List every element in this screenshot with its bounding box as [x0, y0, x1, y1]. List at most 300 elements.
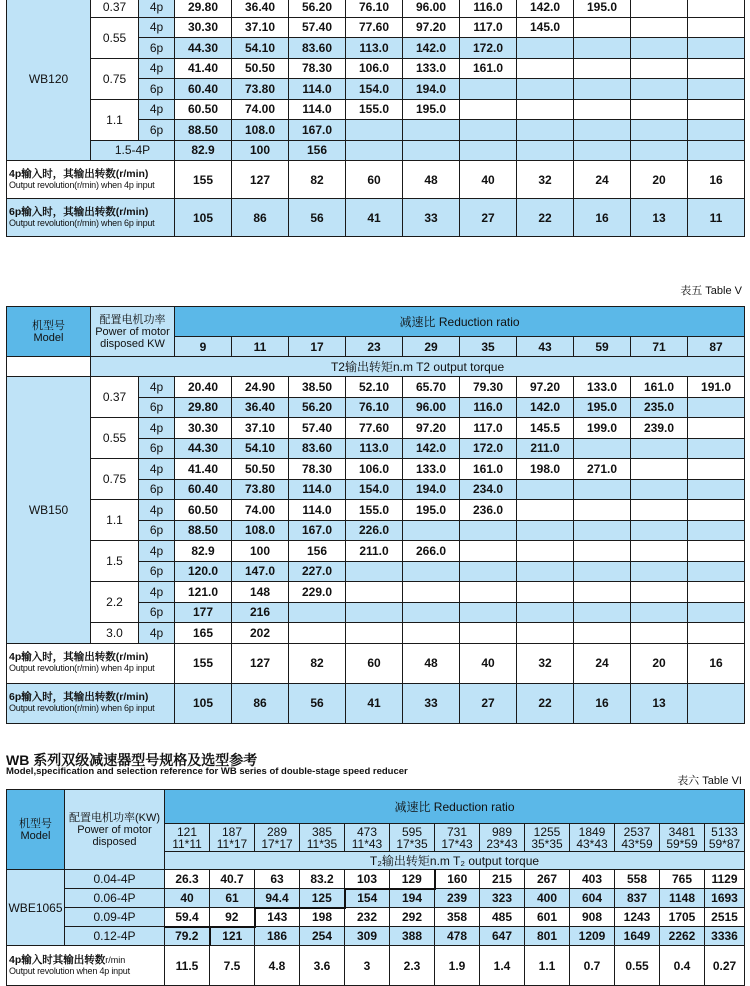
- power-cell: 0.37: [91, 377, 139, 418]
- ratio-cell: 71: [631, 337, 688, 357]
- torque-value: 601: [525, 908, 570, 927]
- torque-value: 37.10: [232, 17, 289, 38]
- power-cell: 3.0: [91, 623, 139, 644]
- output-value: 41: [346, 683, 403, 723]
- torque-value: 160: [435, 870, 480, 889]
- torque-value: 24.90: [232, 377, 289, 398]
- ratio-value: 187: [221, 824, 243, 839]
- torque-value: 801: [525, 927, 570, 946]
- output-value: 48: [403, 161, 460, 199]
- model-header: 机型号 Model: [7, 790, 65, 870]
- output-value: 48: [403, 643, 460, 683]
- torque-value: [574, 520, 631, 541]
- torque-value: 154.0: [346, 79, 403, 100]
- ratio-stages: 17*35: [396, 836, 428, 851]
- torque-header: T₂输出转矩n.m T₂ output torque: [165, 852, 745, 870]
- output-label: [7, 161, 175, 199]
- output-value: 13: [631, 199, 688, 237]
- pole-cell: 6p: [139, 120, 175, 141]
- torque-value: 78.30: [289, 459, 346, 480]
- torque-value: [403, 602, 460, 623]
- output-value: 60: [346, 161, 403, 199]
- torque-value: 73.80: [232, 479, 289, 500]
- ratio-stages: 11*11: [172, 836, 202, 851]
- table-row: [7, 623, 745, 644]
- power-cell: 1.1: [91, 500, 139, 541]
- torque-value: 77.60: [346, 17, 403, 38]
- output-value: 86: [232, 683, 289, 723]
- pole-cell: 6p: [139, 520, 175, 541]
- table-row: [7, 17, 745, 38]
- torque-value: [403, 140, 460, 161]
- output-label-cn-line: [9, 955, 164, 966]
- pole-cell: 4p: [139, 459, 175, 480]
- torque-value: 216: [232, 602, 289, 623]
- torque-value: [574, 541, 631, 562]
- torque-value: [517, 623, 574, 644]
- torque-value: [403, 623, 460, 644]
- torque-value: 403: [570, 870, 615, 889]
- torque-value: [517, 500, 574, 521]
- ratio-cell: [390, 824, 435, 852]
- pole-cell: 4p: [139, 500, 175, 521]
- torque-value: 83.2: [300, 870, 345, 889]
- ratio-cell: [525, 824, 570, 852]
- torque-value: [631, 140, 688, 161]
- table-row: [7, 459, 745, 480]
- ratio-stages: 11*43: [351, 836, 383, 851]
- torque-value: [346, 582, 403, 603]
- ratio-stages: 17*43: [441, 836, 473, 851]
- torque-value: 194.0: [403, 79, 460, 100]
- torque-value: 114.0: [289, 79, 346, 100]
- pole-cell: 4p: [139, 377, 175, 398]
- torque-value: [688, 17, 745, 38]
- output-value: 11.5: [165, 946, 210, 986]
- torque-value: 155.0: [346, 99, 403, 120]
- torque-value: [631, 479, 688, 500]
- output-value: 1.4: [480, 946, 525, 986]
- torque-value: 88.50: [175, 520, 232, 541]
- torque-value: [688, 561, 745, 582]
- torque-value: 254: [300, 927, 345, 946]
- torque-value: 234.0: [460, 479, 517, 500]
- torque-value: 96.00: [403, 0, 460, 17]
- torque-value: 26.3: [165, 870, 210, 889]
- pole-cell: 6p: [139, 561, 175, 582]
- torque-value: [574, 79, 631, 100]
- torque-value: 478: [435, 927, 480, 946]
- output-label-en: Output revolution(r/min) when 4p input: [9, 179, 155, 190]
- output-value: 16: [688, 161, 745, 199]
- torque-value: 267: [525, 870, 570, 889]
- ratio-stages: 11*35: [306, 836, 338, 851]
- torque-value: [517, 541, 574, 562]
- pole-cell: 6p: [139, 79, 175, 100]
- ratio-stages: 23*43: [486, 836, 518, 851]
- torque-value: 133.0: [403, 459, 460, 480]
- torque-value: 154: [345, 889, 390, 908]
- torque-value: 54.10: [232, 438, 289, 459]
- ratio-cell: [660, 824, 705, 852]
- pole-cell: 6p: [139, 602, 175, 623]
- torque-value: 94.4: [255, 889, 300, 908]
- torque-value: 1649: [615, 927, 660, 946]
- torque-value: [460, 140, 517, 161]
- torque-value: [460, 582, 517, 603]
- torque-value: 172.0: [460, 38, 517, 59]
- torque-value: 97.20: [517, 377, 574, 398]
- output-value: 33: [403, 199, 460, 237]
- output-label-cn: 4p输入时其输出转数: [9, 953, 106, 966]
- torque-value: 2262: [660, 927, 705, 946]
- torque-value: 83.60: [289, 38, 346, 59]
- torque-value: [574, 17, 631, 38]
- torque-value: [403, 582, 460, 603]
- output-label-en: Output revolution(r/min) when 6p input: [9, 703, 155, 713]
- torque-value: 40.7: [210, 870, 255, 889]
- output-value: 82: [289, 161, 346, 199]
- output-value: 155: [175, 643, 232, 683]
- ratio-cell: 11: [232, 337, 289, 357]
- output-value: 0.55: [615, 946, 660, 986]
- output-label-en: Output revolution when 4p input: [9, 965, 130, 976]
- torque-value: 106.0: [346, 459, 403, 480]
- torque-value: [460, 541, 517, 562]
- torque-value: 161.0: [460, 459, 517, 480]
- torque-value: 125: [300, 889, 345, 908]
- torque-header: T2输出转矩n.m T2 output torque: [91, 357, 745, 377]
- torque-value: [631, 17, 688, 38]
- power-cell: 0.55: [91, 418, 139, 459]
- table-row: [7, 418, 745, 439]
- torque-value: [574, 500, 631, 521]
- ratio-cell: [480, 824, 525, 852]
- torque-value: 194.0: [403, 479, 460, 500]
- torque-value: 558: [615, 870, 660, 889]
- pole-cell: 4p: [139, 623, 175, 644]
- torque-value: [631, 520, 688, 541]
- output-value: 105: [175, 199, 232, 237]
- torque-value: 76.10: [346, 0, 403, 17]
- table-row: [7, 908, 745, 927]
- torque-value: 1693: [705, 889, 745, 908]
- torque-value: 121.0: [175, 582, 232, 603]
- ratio-cell: 43: [517, 337, 574, 357]
- torque-value: [688, 479, 745, 500]
- torque-value: 41.40: [175, 58, 232, 79]
- ratio-value: 473: [356, 824, 378, 839]
- torque-value: 114.0: [289, 99, 346, 120]
- torque-value: 59.4: [165, 908, 210, 927]
- pole-cell: 4p: [139, 0, 175, 17]
- output-label: [7, 946, 165, 986]
- output-unit: r/min: [105, 954, 126, 965]
- ratio-value: 3481: [668, 824, 696, 839]
- output-value: 4.8: [255, 946, 300, 986]
- torque-value: [574, 140, 631, 161]
- torque-value: 1209: [570, 927, 615, 946]
- ratio-cell: [435, 824, 480, 852]
- torque-value: 1705: [660, 908, 705, 927]
- output-value: 0.27: [705, 946, 745, 986]
- torque-value: 837: [615, 889, 660, 908]
- torque-value: 232: [345, 908, 390, 927]
- ratio-cell: 29: [403, 337, 460, 357]
- output-value: [688, 683, 745, 723]
- output-value: 0.4: [660, 946, 705, 986]
- torque-value: [574, 479, 631, 500]
- power-cell: 0.75: [91, 58, 139, 99]
- torque-value: [688, 397, 745, 418]
- output-value: 20: [631, 161, 688, 199]
- torque-value: 82.9: [175, 140, 232, 161]
- output-value: 32: [517, 643, 574, 683]
- power-cell: 0.37: [91, 0, 139, 17]
- torque-value: [517, 520, 574, 541]
- table-row: [7, 927, 745, 946]
- torque-value: 100: [232, 541, 289, 562]
- torque-value: 57.40: [289, 17, 346, 38]
- torque-value: 323: [480, 889, 525, 908]
- ratio-value: 595: [401, 824, 423, 839]
- torque-value: 74.00: [232, 500, 289, 521]
- torque-value: 29.80: [175, 0, 232, 17]
- torque-value: 1129: [705, 870, 745, 889]
- torque-value: [460, 520, 517, 541]
- torque-value: [631, 561, 688, 582]
- table-row: [7, 541, 745, 562]
- model-cell: WB150: [7, 377, 91, 644]
- output-row: [7, 683, 745, 723]
- output-value: 27: [460, 199, 517, 237]
- torque-value: [517, 120, 574, 141]
- output-value: 155: [175, 161, 232, 199]
- torque-value: 50.50: [232, 459, 289, 480]
- torque-value: 40: [165, 889, 210, 908]
- ratio-stages: 59*87: [708, 836, 741, 851]
- torque-value: 142.0: [517, 0, 574, 17]
- torque-value: 36.40: [232, 0, 289, 17]
- table-row: [7, 140, 745, 161]
- power-cell: 0.12-4P: [65, 927, 165, 946]
- output-label-cn: 6p输入时，其输出转数(r/min): [9, 205, 149, 218]
- torque-value: [688, 459, 745, 480]
- torque-value: [346, 602, 403, 623]
- torque-value: [631, 120, 688, 141]
- torque-value: [688, 120, 745, 141]
- torque-value: [289, 602, 346, 623]
- output-value: 22: [517, 683, 574, 723]
- torque-value: 60.50: [175, 500, 232, 521]
- pole-cell: 4p: [139, 541, 175, 562]
- model-header: 机型号 Model: [7, 307, 91, 357]
- torque-value: 113.0: [346, 438, 403, 459]
- torque-value: 186: [255, 927, 300, 946]
- ratio-cell: [345, 824, 390, 852]
- torque-value: 358: [435, 908, 480, 927]
- output-label-en: Output revolution(r/min) when 6p input: [9, 217, 155, 228]
- power-cell: 2.2: [91, 582, 139, 623]
- torque-value: 236.0: [460, 500, 517, 521]
- torque-value: 604: [570, 889, 615, 908]
- torque-value: 226.0: [346, 520, 403, 541]
- torque-value: 60.50: [175, 99, 232, 120]
- model-cell: WBE1065: [7, 870, 65, 946]
- torque-value: 161.0: [631, 377, 688, 398]
- power-cell: 1.1: [91, 99, 139, 140]
- torque-value: 215: [480, 870, 525, 889]
- torque-value: 3336: [705, 927, 745, 946]
- torque-value: 97.20: [403, 418, 460, 439]
- ratio-cell: [210, 824, 255, 852]
- output-value: 82: [289, 643, 346, 683]
- torque-value: [574, 38, 631, 59]
- torque-value: [688, 541, 745, 562]
- ratio-cell: [300, 824, 345, 852]
- torque-value: 199.0: [574, 418, 631, 439]
- torque-value: 133.0: [403, 58, 460, 79]
- ratio-value: 1849: [578, 824, 606, 839]
- ratio-stages: 11*17: [216, 836, 248, 851]
- torque-value: [574, 120, 631, 141]
- torque-value: [688, 602, 745, 623]
- torque-value: 2515: [705, 908, 745, 927]
- ratio-cell: [570, 824, 615, 852]
- output-label: [7, 199, 175, 237]
- torque-value: 211.0: [346, 541, 403, 562]
- ratio-cell: 35: [460, 337, 517, 357]
- torque-value: 120.0: [175, 561, 232, 582]
- output-value: 7.5: [210, 946, 255, 986]
- torque-value: [346, 140, 403, 161]
- ratio-value: 5133: [711, 824, 738, 839]
- output-value: 60: [346, 643, 403, 683]
- output-value: 13: [631, 683, 688, 723]
- torque-value: 83.60: [289, 438, 346, 459]
- output-row: [7, 199, 745, 237]
- torque-value: 142.0: [403, 438, 460, 459]
- ratio-header: 减速比 Reduction ratio: [165, 790, 745, 824]
- torque-value: 79.2: [165, 927, 210, 946]
- pole-cell: 6p: [139, 397, 175, 418]
- power-cell: 0.09-4P: [65, 908, 165, 927]
- torque-value: 239: [435, 889, 480, 908]
- torque-value: [517, 561, 574, 582]
- torque-value: 165: [175, 623, 232, 644]
- ratio-stages: 43*43: [576, 836, 608, 851]
- torque-value: [631, 582, 688, 603]
- pole-cell: 6p: [139, 438, 175, 459]
- torque-value: 161.0: [460, 58, 517, 79]
- ratio-cell: 23: [346, 337, 403, 357]
- torque-value: [688, 140, 745, 161]
- output-label-en: Output revolution(r/min) when 4p input: [9, 663, 155, 673]
- torque-value: [460, 623, 517, 644]
- torque-value: 191.0: [688, 377, 745, 398]
- torque-value: 56.20: [289, 0, 346, 17]
- torque-value: [631, 58, 688, 79]
- pole-cell: 4p: [139, 418, 175, 439]
- output-value: 11: [688, 199, 745, 237]
- output-value: 127: [232, 161, 289, 199]
- power-cell: 0.75: [91, 459, 139, 500]
- torque-value: 117.0: [460, 418, 517, 439]
- torque-value: 239.0: [631, 418, 688, 439]
- torque-value: 121: [210, 927, 255, 946]
- torque-value: [517, 79, 574, 100]
- torque-value: [688, 582, 745, 603]
- output-label-cn: 6p输入时，其输出转数(r/min): [9, 691, 149, 703]
- torque-value: [517, 38, 574, 59]
- torque-value: [688, 58, 745, 79]
- torque-value: 108.0: [232, 120, 289, 141]
- torque-value: [346, 561, 403, 582]
- torque-value: 114.0: [289, 479, 346, 500]
- output-row: [7, 161, 745, 199]
- power-cell: 0.04-4P: [65, 870, 165, 889]
- torque-value: [460, 561, 517, 582]
- torque-value: 142.0: [517, 397, 574, 418]
- output-row: [7, 643, 745, 683]
- torque-value: 116.0: [460, 0, 517, 17]
- torque-value: [517, 99, 574, 120]
- torque-value: [346, 120, 403, 141]
- ratio-value: 385: [311, 824, 333, 839]
- torque-value: [517, 140, 574, 161]
- torque-value: 195.0: [403, 500, 460, 521]
- torque-value: 154.0: [346, 479, 403, 500]
- torque-value: 198: [300, 908, 345, 927]
- torque-value: [574, 99, 631, 120]
- torque-value: [631, 38, 688, 59]
- torque-value: 56.20: [289, 397, 346, 418]
- torque-value: 79.30: [460, 377, 517, 398]
- torque-value: 30.30: [175, 418, 232, 439]
- torque-value: 52.10: [346, 377, 403, 398]
- output-value: 24: [574, 161, 631, 199]
- torque-value: 60.40: [175, 479, 232, 500]
- torque-value: 195.0: [574, 397, 631, 418]
- model-cell: WB120: [7, 0, 91, 161]
- output-label-cn: 4p输入时，其输出转数(r/min): [9, 651, 149, 663]
- table-row: [7, 99, 745, 120]
- table-row: [7, 870, 745, 889]
- output-value: 3.6: [300, 946, 345, 986]
- torque-value: [631, 602, 688, 623]
- torque-value: [403, 520, 460, 541]
- torque-value: 88.50: [175, 120, 232, 141]
- torque-value: 60.40: [175, 79, 232, 100]
- torque-value: 167.0: [289, 520, 346, 541]
- output-value: 20: [631, 643, 688, 683]
- ratio-cell: [165, 824, 210, 852]
- torque-value: [631, 99, 688, 120]
- torque-value: 133.0: [574, 377, 631, 398]
- ratio-value: 1255: [533, 824, 561, 839]
- torque-value: 44.30: [175, 438, 232, 459]
- ratio-stages: 43*59: [621, 836, 653, 851]
- ratio-value: 121: [176, 824, 198, 839]
- output-value: 3: [345, 946, 390, 986]
- torque-value: 142.0: [403, 38, 460, 59]
- output-row: [7, 946, 745, 986]
- torque-value: [631, 0, 688, 17]
- torque-value: [631, 541, 688, 562]
- torque-value: [346, 623, 403, 644]
- torque-value: 61: [210, 889, 255, 908]
- section-title: WB 系列双级减速器型号规格及选型参考: [6, 752, 258, 768]
